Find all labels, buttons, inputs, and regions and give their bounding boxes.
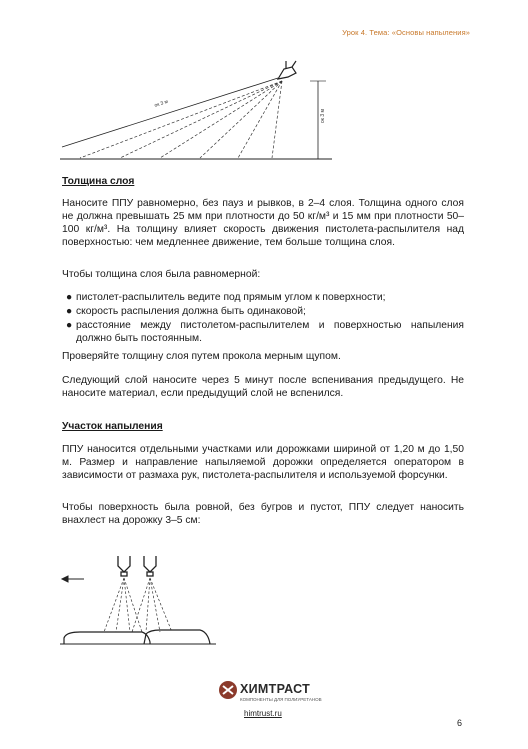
foam-strip-right: [144, 630, 210, 644]
thickness-paragraph-1: Наносите ППУ равномерно, без пауз и рывков, в 2–4 слоя. Толщина одного слоя не должна превышать 25 мм при плотности до 50 кг/м³ и 15 мм при плотности 50–100 кг/м³. На толщину влияет скорость движения пистолета-распылителя над поверхностью: чем медленнее движение, тем больше толщина слоя.: [62, 198, 464, 248]
diagonal-dimension-line: [62, 78, 278, 147]
list-item: ● расстояние между пистолетом-распылителем и поверхностью напыления должно быть постоянным.: [66, 320, 464, 344]
list-item: ● пистолет-распылитель ведите под прямым углом к поверхности;: [66, 292, 386, 303]
arrow-left-icon: [62, 576, 84, 582]
spray-gun-icon: [144, 556, 156, 576]
spray-fan: [80, 81, 282, 158]
list-item: ● скорость распыления должна быть одинаковой;: [66, 306, 306, 317]
section-heading-area: Участок напыления: [62, 421, 163, 432]
footer-tagline: КОМПОНЕНТЫ ДЛЯ ПОЛИУРЕТАНОВ: [240, 697, 322, 702]
thickness-paragraph-4: Следующий слой наносите через 5 минут после вспенивания предыдущего. Не наносите материал, если предыдущий слой не вспенился.: [62, 375, 464, 399]
bullet-icon: ●: [66, 320, 73, 331]
vertical-dimension-label: ок 3 м: [320, 109, 326, 123]
footer-brand: ХИМТРАСТ: [240, 682, 311, 696]
area-paragraph-1: ППУ наносится отдельными участками или дорожками шириной от 1,20 м до 1,50 м. Размер и направление напыляемой дорожки определяется оператором в зависимости от размаха рук, пистолета-распылителя и используемой форсунки.: [62, 444, 464, 481]
bullet-icon: ●: [66, 292, 73, 303]
thickness-paragraph-3: Проверяйте толщину слоя путем прокола мерным щупом.: [62, 351, 341, 362]
thickness-bullet-list: [62, 291, 464, 346]
spray-gun-icon: [278, 61, 296, 79]
header-lesson-title: Урок 4. Тема: «Основы напыления»: [342, 28, 470, 37]
spray-cone-right: [132, 578, 172, 632]
company-logo-icon: [218, 680, 238, 700]
area-paragraph-2: Чтобы поверхность была ровной, без бугров и пустот, ППУ следует наносить внахлест на дорожку 3–5 см:: [62, 502, 464, 526]
bullet-icon: ●: [66, 306, 73, 317]
spray-cone-left: [104, 578, 142, 632]
thickness-paragraph-2: Чтобы толщина слоя была равномерной:: [62, 269, 261, 280]
spray-distance-figure: [60, 55, 340, 167]
section-thickness: [62, 175, 464, 188]
diagonal-dimension-label: ок 3 м: [153, 98, 169, 109]
section-heading-thickness: Толщина слоя: [62, 176, 135, 187]
section-area: [62, 420, 464, 433]
footer-site-link[interactable]: himtrust.ru: [244, 709, 282, 718]
overlap-spray-figure: [60, 552, 220, 652]
page-number: 6: [457, 718, 463, 728]
foam-strip-left: [64, 632, 150, 644]
spray-gun-icon: [118, 556, 130, 576]
